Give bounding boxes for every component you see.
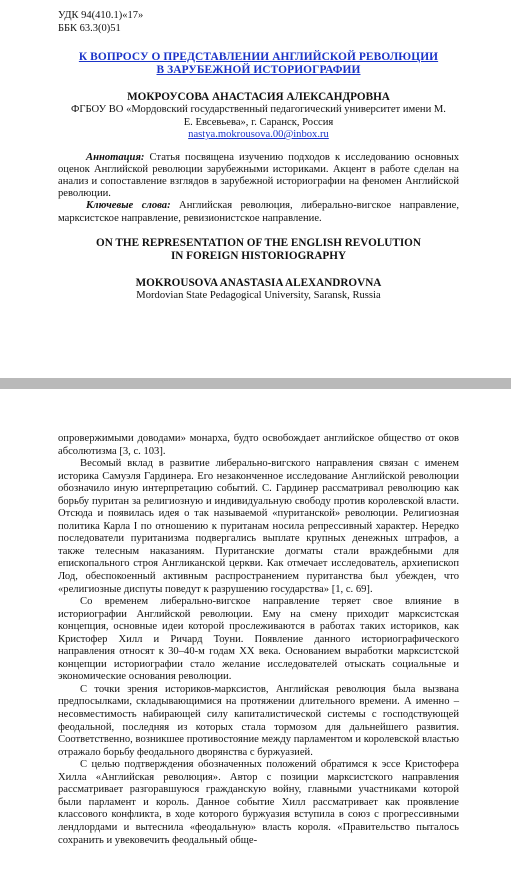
- abstract-text: Статья посвящена изучению подходов к исследованию основных оценок Английской революции зарубежными историками. Акцент в работе сделан на анализ и сопоставление взглядов в зарубежной историографии на феномен Английской революции.: [58, 151, 459, 200]
- udk-code: УДК 94(410.1)«17»: [58, 10, 144, 21]
- body-text: [58, 433, 459, 847]
- author-email-link[interactable]: nastya.mokrousova.00@inbox.ru: [188, 129, 329, 140]
- paragraph: Весомый вклад в развитие либерально-вигского направления связан с именем историка Самуэля Гардинера. Его незаконченное исследование Английской революции обозначило иную интерпретацию событий. С. Гардинер рассматривал революцию как борьбу пуритан за религиозную и индивидуальную свободу против королевской власти. Отсюда и появилась идея о так называемой «пуританской» революции. Религиозная политика Карла I по отношению к пуританам носила репрессивный характер. Нередко последователи пуританизма подвергались выплате крупных денежных штрафов, а также телесным наказаниям. Пуританские догматы стали враждебными для епископального строя Англиканской церкви. Как отмечает исследователь, архиепископ Лод, обеспокоенный активным распространением пуританства был убежден, что «религиозные диспуты поведут к разрушению государства» [1, с. 69].: [58, 458, 459, 595]
- abstract-label: Аннотация:: [86, 151, 145, 163]
- article-title-ru[interactable]: [58, 51, 459, 77]
- article-title-en-line-2: IN FOREIGN HISTORIOGRAPHY: [170, 249, 347, 262]
- paragraph: С целью подтверждения обозначенных положений обратимся к эссе Кристофера Хилла «Английская революция». Автор с позиции марксистского направления рассматривает разгоравшуюся гражданскую войну, главными участниками которой были парламент и король. Данное событие Хилл рассматривает как проявление классового конфликта, в ходе которого буржуазия вступила в союз с прогрессивными лендлордами и вытеснила «феодальную» власть короля. «Правительство пыталось сохранить и увековечить феодальный обще-: [58, 759, 459, 846]
- paragraph: С точки зрения историков-марксистов, Английская революция была вызвана предпосылками, складывающимися на протяжении длительного времени. А именно – несовместимость набирающей силу капиталистической системы с господствующей феодальной, последняя из которых стала тормозом для дальнейшего развития. Соответственно, возникшее противостояние между парламентом и королевской властью отражало борьбу феодального дворянства с буржуазией.: [58, 683, 459, 758]
- page-1: [0, 0, 511, 378]
- bbk-code: ББК 63.3(0)51: [58, 22, 121, 34]
- paragraph: Со временем либерально-вигское направление теряет свое влияние в историографии Английской революции. Ему на смену приходит марксистская концепция, основные идеи которой прослеживаются в работах таких историков, как Кристофер Хилл и Ричард Тоуни. Появление данного историографического направления относят к 30–40-м годам XX века. Основанием выработки марксистской концепции историографии стало желание исследователей отыскать социальные и экономические основания революции.: [58, 596, 459, 683]
- article-title-en: [58, 237, 459, 263]
- affiliation-ru: ФГБОУ ВО «Мордовский государственный педагогический университет имени М. Е. Евсевьева», г. Саранск, Россия: [71, 104, 446, 128]
- article-title-ru-line-2: В ЗАРУБЕЖНОЙ ИСТОРИОГРАФИИ: [156, 64, 361, 76]
- author-name-ru: МОКРОУСОВА АНАСТАСИЯ АЛЕКСАНДРОВНА: [127, 91, 390, 103]
- article-title-ru-line-1: К ВОПРОСУ О ПРЕДСТАВЛЕНИИ АНГЛИЙСКОЙ РЕВОЛЮЦИИ: [78, 51, 439, 63]
- keywords: [58, 200, 459, 224]
- keywords-label: Ключевые слова:: [86, 200, 171, 212]
- affiliation-en: Mordovian State Pedagogical University, Saransk, Russia: [136, 289, 381, 301]
- abstract: [58, 152, 459, 201]
- keywords-text: Английская революция, либерально-вигское направление, марксистское направление, ревизионистское направление.: [58, 200, 459, 224]
- article-title-en-line-1: ON THE REPRESENTATION OF THE ENGLISH REVOLUTION: [96, 236, 421, 249]
- paragraph: опровержимыми доводами» монарха, будто освобождает английское общество от оков абсолютизма [3, с. 103].: [58, 433, 459, 457]
- page-2: [0, 389, 511, 896]
- author-name-en: MOKROUSOVA ANASTASIA ALEXANDROVNA: [135, 276, 382, 289]
